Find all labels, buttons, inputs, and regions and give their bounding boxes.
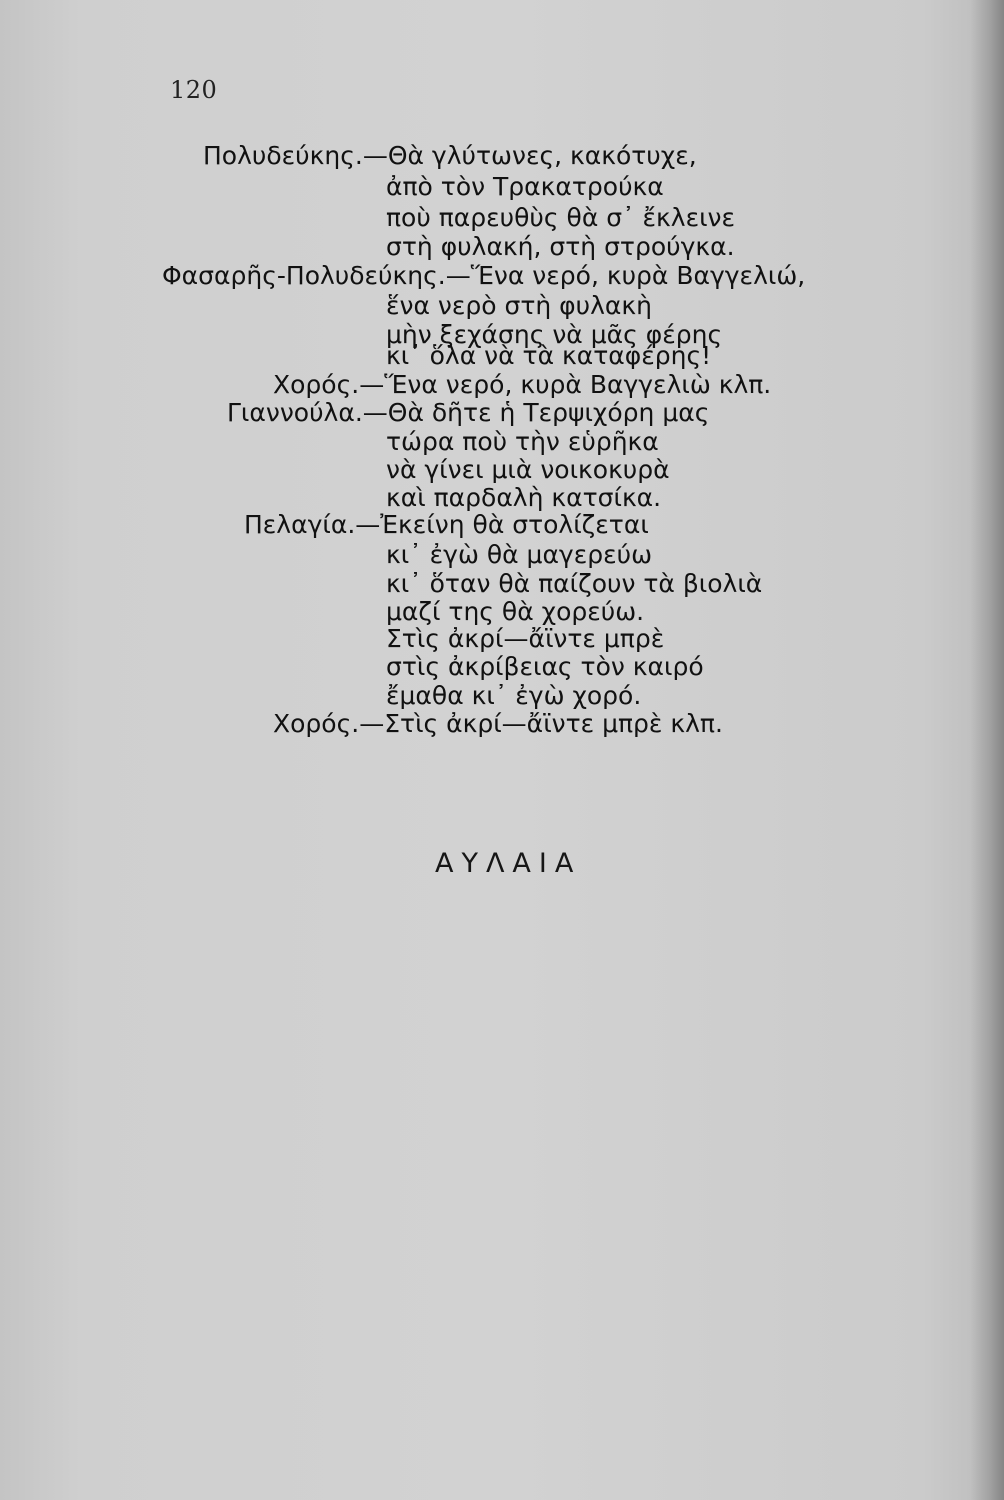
verse-text: στὴ φυλακή, στὴ στρούγκα. (386, 232, 735, 261)
verse-line (386, 457, 670, 482)
speaker-name: Φασαρῆς-Πολυδεύκης. (162, 261, 446, 290)
verse-line (386, 571, 762, 596)
verse-line (386, 599, 644, 624)
verse-text: κι᾽ ὅταν θὰ παίζουν τὰ βιολιὰ (386, 569, 763, 598)
speaker-name: Χορός. (273, 370, 360, 399)
verse-line (386, 683, 641, 708)
verse-text: νὰ γίνει μιὰ νοικοκυρὰ (386, 455, 670, 484)
verse-text: ποὺ παρευθὺς θὰ σ᾽ ἔκλεινε (386, 203, 736, 232)
verse-text: κι᾽ ὅλα νὰ τὰ καταφέρης! (386, 341, 712, 370)
verse-text: ἀπὸ τὸν Τρακατρούκα (386, 172, 664, 201)
verse-line (386, 626, 664, 651)
verse-text: ἔμαθα κι᾽ ἐγὼ χορό. (386, 681, 642, 710)
verse-line (273, 711, 723, 736)
verse-line (386, 542, 652, 567)
verse-line (386, 293, 652, 318)
page-number: 120 (170, 76, 218, 104)
verse-text: —Ἕνα νερό, κυρὰ Βαγγελιώ, (445, 261, 806, 290)
speaker-name: Χορός. (273, 709, 360, 738)
verse-line (386, 234, 735, 259)
speaker-name: Πολυδεύκης. (203, 141, 363, 170)
verse-text: καὶ παρδαλὴ κατσίκα. (386, 483, 662, 512)
verse-line (386, 205, 735, 230)
speaker-name: Γιαννούλα. (227, 398, 363, 427)
verse-text: τώρα ποὺ τὴν εὑρῆκα (386, 427, 659, 456)
verse-text: —Στὶς ἀκρί—ἄϊντε μπρὲ κλπ. (359, 709, 723, 738)
verse-line (386, 485, 661, 510)
verse-line (244, 512, 649, 537)
verse-line (227, 400, 709, 425)
speaker-name: Πελαγία. (244, 510, 356, 539)
verse-line (203, 143, 697, 168)
verse-line (386, 654, 704, 679)
verse-text: στὶς ἀκρίβειας τὸν καιρό (386, 652, 704, 681)
verse-text: μὴν ξεχάσης νὰ μᾶς φέρης (386, 320, 723, 349)
verse-text: —Θὰ δῆτε ἡ Τερψιχόρη μας (362, 398, 710, 427)
verse-text: Στὶς ἀκρί—ἄϊντε μπρὲ (386, 624, 665, 653)
verse-text: κι᾽ ἐγὼ θὰ μαγερεύω (386, 540, 653, 569)
verse-line (386, 174, 664, 199)
curtain-heading: ΑΥΛΑΙΑ (435, 848, 582, 879)
verse-text: —Ἐκείνη θὰ στολίζεται (355, 510, 649, 539)
verse-line (386, 343, 711, 368)
verse-line (162, 263, 805, 288)
verse-text: —Θὰ γλύτωνες, κακότυχε, (362, 141, 697, 170)
verse-text: μαζί της θὰ χορεύω. (386, 597, 645, 626)
verse-line (386, 429, 659, 454)
verse-text: ἕνα νερὸ στὴ φυλακὴ (386, 291, 652, 320)
verse-line (273, 372, 771, 397)
page-edge-shadow (970, 0, 1004, 1500)
verse-text: —Ἕνα νερό, κυρὰ Βαγγελιὼ κλπ. (359, 370, 772, 399)
